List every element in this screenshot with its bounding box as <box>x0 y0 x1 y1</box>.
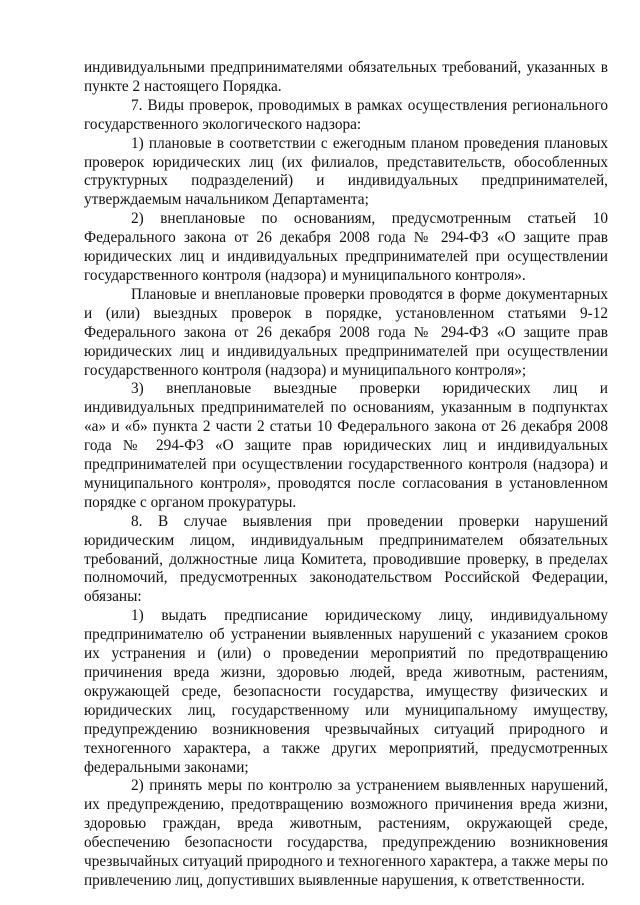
paragraph-subitem-3-field: 3) внеплановые выездные проверки юридических лиц и индивидуальных предпринимателей по основаниям, указанным в подпунктах «а» и «б» пункта 2 части 2 статьи 10 Федерального закона от 26 декабря 2008 года № 294-ФЗ «О защите прав юридических лиц и индивидуальных предпринимателей при осуществлении государственного контроля (надзора) и муниципального контроля», проводятся после согласования в установленном порядке с органом прокуратуры. <box>84 380 608 511</box>
paragraph-item-8: 8. В случае выявления при проведении проверки нарушений юридическим лицом, индивидуальным предпринимателем обязательных требований, должностные лица Комитета, проводившие проверку, в пределах полномочий, предусмотренных законодательством Российской Федерации, обязаны: <box>84 512 608 606</box>
document-body <box>84 59 608 891</box>
paragraph-subitem-2-measures: 2) принять меры по контролю за устранением выявленных нарушений, их предупреждению, предотвращению возможного причинения вреда жизни, здоровью граждан, вреда животным, растениям, окружающей среде, обеспечению безопасности государства, предупреждению возникновения чрезвычайных ситуаций природного и техногенного характера, а также меры по привлечению лиц, допустивших выявленные нарушения, к ответственности. <box>84 777 608 889</box>
paragraph-inspection-forms: Плановые и внеплановые проверки проводятся в форме документарных и (или) выездных проверок в порядке, установленном статьями 9-12 Федерального закона от 26 декабря 2008 года № 294-ФЗ «О защите прав юридических лиц и индивидуальных предпринимателей при осуществлении государственного контроля (надзора) и муниципального контроля»; <box>84 285 608 379</box>
paragraph-continuation: индивидуальными предпринимателями обязательных требований, указанных в пункте 2 настоящего Порядка. <box>84 59 608 95</box>
paragraph-subitem-1-planned: 1) плановые в соответствии с ежегодным планом проведения плановых проверок юридических лиц (их филиалов, представительств, обособленных структурных подразделений) и индивидуальных предпринимателей, утверждаемым начальником Департамента; <box>84 134 608 209</box>
paragraph-subitem-1-order: 1) выдать предписание юридическому лицу, индивидуальному предпринимателю об устранении выявленных нарушений с указанием сроков их устранения и (или) о проведении мероприятий по предотвращению причинения вреда жизни, здоровью людей, вреда животным, растениям, окружающей среде, безопасности государства, имуществу физических и юридических лиц, государственному или муниципальному имуществу, предупреждению возникновения чрезвычайных ситуаций природного и техногенного характера, а также других мероприятий, предусмотренных федеральными законами; <box>84 607 608 776</box>
paragraph-item-7: 7. Виды проверок, проводимых в рамках осуществления регионального государственного экологического надзора: <box>84 96 608 133</box>
paragraph-subitem-2-unplanned: 2) внеплановые по основаниям, предусмотренным статьей 10 Федерального закона от 26 декабря 2008 года № 294-ФЗ «О защите прав юридических лиц и индивидуальных предпринимателей при осуществлении государственного контроля (надзора) и муниципального контроля». <box>84 210 608 284</box>
